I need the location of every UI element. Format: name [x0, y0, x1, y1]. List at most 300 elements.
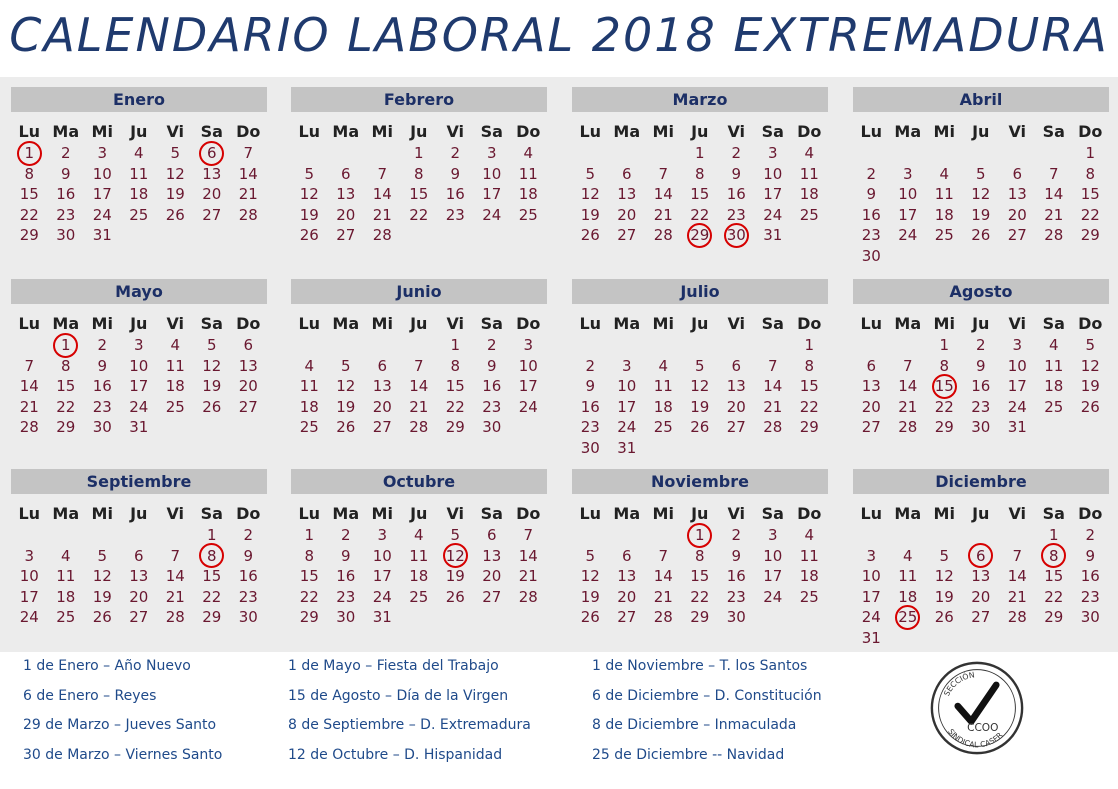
day-cell: 24	[518, 397, 538, 416]
weekday-label: Do	[1078, 314, 1103, 333]
day-cell: 24	[861, 608, 881, 626]
empty-cell	[157, 225, 194, 246]
day-cell: 9	[60, 164, 71, 183]
day-cell: 4	[902, 546, 913, 565]
day-cell: 19	[445, 567, 465, 585]
day-cell: 17	[861, 587, 881, 606]
day-cell: 26	[299, 226, 319, 244]
logo-center-text: CCOO	[967, 722, 999, 735]
weekday-label: Lu	[860, 314, 883, 333]
weekday-label: Vi	[1008, 504, 1027, 523]
checkmark-icon	[958, 685, 996, 721]
day-cell: 14	[1044, 185, 1064, 203]
day-cell: 31	[763, 226, 783, 244]
week-row	[572, 164, 828, 185]
weekday-header-row	[572, 314, 828, 335]
day-cell: 2	[486, 336, 497, 354]
day-cell: 9	[450, 164, 461, 183]
empty-cell	[853, 143, 890, 164]
holiday-item: 30 de Marzo – Viernes Santo	[23, 746, 223, 763]
day-cell: 20	[202, 185, 222, 203]
weekday-header-row	[11, 314, 267, 335]
day-cell: 4	[1048, 336, 1059, 354]
day-cell: 10	[92, 164, 112, 183]
day-cell: 24	[129, 397, 149, 416]
weekday-header-row	[291, 314, 547, 335]
day-cell: 28	[238, 205, 258, 224]
day-cell: 28	[518, 587, 538, 606]
day-cell: 31	[861, 628, 881, 647]
week-row	[853, 607, 1109, 628]
day-cell: 5	[975, 164, 986, 183]
weekday-label: Ju	[130, 504, 148, 523]
day-cell: 31	[617, 438, 637, 457]
day-cell: 4	[658, 356, 669, 375]
day-cell: 28	[1044, 226, 1064, 244]
week-row	[11, 143, 267, 164]
empty-cell	[963, 246, 1000, 267]
month-enero	[11, 87, 267, 246]
day-cell: 11	[129, 164, 149, 183]
weekday-header-row	[853, 504, 1109, 525]
day-cell: 14	[653, 185, 673, 203]
month-header: Septiembre	[11, 469, 267, 494]
empty-cell	[121, 525, 158, 546]
day-cell: 23	[238, 587, 258, 606]
day-cell: 17	[617, 397, 637, 416]
day-cell: 27	[971, 608, 991, 626]
day-cell: 3	[133, 336, 144, 354]
day-cell: 1	[804, 336, 815, 354]
weekday-label: Ma	[613, 122, 641, 141]
weekday-label: Mi	[652, 122, 674, 141]
week-row	[11, 164, 267, 185]
weekday-label: Ju	[410, 504, 428, 523]
empty-cell	[194, 417, 231, 438]
week-row	[572, 546, 828, 567]
day-cell: 31	[1007, 418, 1027, 436]
day-cell: 12	[580, 567, 600, 585]
week-row	[853, 143, 1109, 164]
day-cell: 7	[377, 164, 388, 183]
day-cell: 8	[694, 546, 705, 565]
empty-cell	[791, 438, 828, 459]
weekday-label: Mi	[652, 314, 674, 333]
weekday-label: Vi	[727, 122, 746, 141]
holiday-day: 1	[682, 525, 719, 546]
week-row	[572, 397, 828, 418]
day-cell: 22	[1080, 205, 1100, 224]
day-cell: 23	[1080, 587, 1100, 606]
day-cell: 10	[617, 377, 637, 395]
day-cell: 11	[653, 377, 673, 395]
week-row	[853, 164, 1109, 185]
empty-cell	[364, 143, 401, 164]
union-logo	[929, 660, 1025, 756]
day-cell: 8	[450, 356, 461, 375]
day-cell: 16	[1080, 567, 1100, 585]
empty-cell	[999, 143, 1036, 164]
day-cell: 6	[243, 336, 254, 354]
week-row	[11, 525, 267, 546]
day-cell: 23	[861, 226, 881, 244]
day-cell: 21	[518, 567, 538, 585]
month-octubre	[291, 469, 547, 628]
day-cell: 29	[1080, 226, 1100, 244]
day-cell: 23	[971, 397, 991, 416]
day-cell: 17	[518, 377, 538, 395]
day-cell: 3	[866, 546, 877, 565]
day-cell: 22	[202, 587, 222, 606]
day-cell: 4	[60, 546, 71, 565]
day-cell: 23	[56, 205, 76, 224]
month-header: Diciembre	[853, 469, 1109, 494]
week-row	[291, 417, 547, 438]
day-cell: 5	[170, 144, 181, 162]
month-diciembre	[853, 469, 1109, 648]
weekday-label: Sa	[1042, 504, 1065, 523]
day-cell: 24	[372, 587, 392, 606]
day-cell: 4	[304, 356, 315, 375]
day-cell: 28	[653, 226, 673, 244]
day-cell: 1	[413, 144, 424, 162]
empty-cell	[328, 143, 365, 164]
day-cell: 23	[726, 587, 746, 606]
empty-cell	[645, 143, 682, 164]
weekday-label: Lu	[18, 504, 41, 523]
day-cell: 17	[763, 185, 783, 203]
month-header: Octubre	[291, 469, 547, 494]
weekday-label: Ju	[691, 504, 709, 523]
week-row	[11, 335, 267, 356]
week-row	[572, 225, 828, 246]
day-cell: 20	[1007, 205, 1027, 224]
weekday-label: Vi	[166, 504, 185, 523]
empty-cell	[890, 335, 927, 356]
day-cell: 21	[372, 205, 392, 224]
week-row	[291, 525, 547, 546]
weekday-label: Lu	[860, 122, 883, 141]
empty-cell	[890, 246, 927, 267]
empty-cell	[609, 335, 646, 356]
page-title: CALENDARIO LABORAL 2018 EXTREMADURA	[9, 8, 1109, 62]
day-cell: 5	[1085, 336, 1096, 354]
week-row	[572, 376, 828, 397]
day-cell: 28	[1007, 608, 1027, 626]
day-cell: 15	[1044, 567, 1064, 585]
empty-cell	[890, 628, 927, 649]
day-cell: 18	[518, 185, 538, 203]
day-cell: 2	[975, 336, 986, 354]
weekday-label: Ma	[52, 314, 80, 333]
day-cell: 20	[482, 567, 502, 585]
day-cell: 22	[19, 205, 39, 224]
empty-cell	[1072, 417, 1109, 438]
day-cell: 29	[799, 418, 819, 436]
day-cell: 5	[585, 164, 596, 183]
day-cell: 14	[1007, 567, 1027, 585]
weekday-label: Vi	[446, 314, 465, 333]
day-cell: 19	[690, 397, 710, 416]
empty-cell	[963, 143, 1000, 164]
empty-cell	[194, 225, 231, 246]
weekday-label: Vi	[166, 122, 185, 141]
day-cell: 27	[336, 226, 356, 244]
month-marzo	[572, 87, 828, 246]
day-cell: 17	[372, 567, 392, 585]
weekday-label: Ju	[410, 122, 428, 141]
empty-cell	[510, 417, 547, 438]
day-cell: 4	[413, 526, 424, 544]
week-row	[572, 438, 828, 459]
month-agosto	[853, 279, 1109, 438]
day-cell: 24	[617, 418, 637, 436]
weekday-label: Ma	[332, 122, 360, 141]
empty-cell	[401, 225, 438, 246]
weekday-label: Lu	[298, 314, 321, 333]
weekday-label: Ju	[691, 314, 709, 333]
day-cell: 20	[861, 397, 881, 416]
empty-cell	[853, 335, 890, 356]
day-cell: 9	[731, 164, 742, 183]
empty-cell	[291, 143, 328, 164]
day-cell: 15	[445, 377, 465, 395]
holiday-day: 25	[890, 607, 927, 628]
day-cell: 9	[97, 356, 108, 375]
weekday-label: Ma	[613, 504, 641, 523]
empty-cell	[1072, 628, 1109, 649]
day-cell: 29	[934, 418, 954, 436]
week-row	[11, 205, 267, 226]
day-cell: 25	[518, 205, 538, 224]
day-cell: 16	[92, 377, 112, 395]
day-cell: 27	[1007, 226, 1027, 244]
day-cell: 25	[934, 226, 954, 244]
day-cell: 24	[763, 205, 783, 224]
day-cell: 15	[202, 567, 222, 585]
empty-cell	[401, 607, 438, 628]
empty-cell	[437, 607, 474, 628]
empty-cell	[755, 607, 792, 628]
month-header: Agosto	[853, 279, 1109, 304]
day-cell: 11	[799, 546, 819, 565]
day-cell: 9	[866, 185, 877, 203]
day-cell: 30	[861, 246, 881, 265]
holiday-day: 15	[926, 376, 963, 397]
weekday-label: Ma	[894, 504, 922, 523]
day-cell: 10	[763, 164, 783, 183]
weekday-label: Mi	[371, 122, 393, 141]
day-cell: 28	[372, 226, 392, 244]
day-cell: 14	[372, 185, 392, 203]
day-cell: 7	[170, 546, 181, 565]
day-cell: 12	[971, 185, 991, 203]
day-cell: 3	[767, 526, 778, 544]
day-cell: 23	[726, 205, 746, 224]
week-row	[11, 225, 267, 246]
day-cell: 20	[336, 205, 356, 224]
day-cell: 19	[299, 205, 319, 224]
day-cell: 6	[133, 546, 144, 565]
week-row	[291, 143, 547, 164]
weekday-label: Sa	[1042, 122, 1065, 141]
weekday-label: Lu	[579, 504, 602, 523]
day-cell: 7	[902, 356, 913, 375]
day-cell: 27	[861, 418, 881, 436]
week-row	[291, 607, 547, 628]
day-cell: 22	[934, 397, 954, 416]
holiday-day: 1	[11, 143, 48, 164]
week-row	[291, 335, 547, 356]
day-cell: 14	[653, 567, 673, 585]
weekday-label: Mi	[91, 504, 113, 523]
day-cell: 1	[1085, 144, 1096, 162]
day-cell: 13	[1007, 185, 1027, 203]
empty-cell	[1036, 246, 1073, 267]
day-cell: 13	[617, 567, 637, 585]
day-cell: 11	[409, 546, 429, 565]
week-row	[291, 566, 547, 587]
day-cell: 13	[617, 185, 637, 203]
day-cell: 27	[617, 608, 637, 626]
day-cell: 25	[56, 608, 76, 626]
empty-cell	[510, 607, 547, 628]
day-cell: 31	[372, 608, 392, 626]
day-cell: 29	[299, 608, 319, 626]
weekday-label: Mi	[933, 504, 955, 523]
weekday-label: Ju	[972, 504, 990, 523]
empty-cell	[926, 246, 963, 267]
weekday-label: Sa	[200, 504, 223, 523]
day-cell: 19	[971, 205, 991, 224]
day-cell: 15	[19, 185, 39, 203]
day-cell: 1	[939, 336, 950, 354]
month-junio	[291, 279, 547, 438]
weekday-label: Lu	[298, 122, 321, 141]
day-cell: 26	[202, 397, 222, 416]
month-julio	[572, 279, 828, 458]
week-row	[11, 356, 267, 377]
empty-cell	[572, 143, 609, 164]
day-cell: 21	[1007, 587, 1027, 606]
week-row	[853, 184, 1109, 205]
empty-cell	[291, 335, 328, 356]
day-cell: 17	[129, 377, 149, 395]
empty-cell	[853, 525, 890, 546]
weekday-label: Sa	[761, 314, 784, 333]
empty-cell	[11, 525, 48, 546]
day-cell: 19	[580, 587, 600, 606]
day-cell: 30	[1080, 608, 1100, 626]
empty-cell	[609, 525, 646, 546]
day-cell: 27	[372, 418, 392, 436]
weekday-label: Mi	[371, 504, 393, 523]
week-row	[291, 587, 547, 608]
day-cell: 7	[24, 356, 35, 375]
day-cell: 19	[165, 185, 185, 203]
day-cell: 13	[861, 377, 881, 395]
weekday-label: Ma	[52, 504, 80, 523]
day-cell: 16	[726, 567, 746, 585]
day-cell: 15	[409, 185, 429, 203]
week-row	[572, 417, 828, 438]
day-cell: 16	[482, 377, 502, 395]
day-cell: 12	[92, 567, 112, 585]
day-cell: 16	[445, 185, 465, 203]
week-row	[853, 397, 1109, 418]
empty-cell	[926, 525, 963, 546]
day-cell: 17	[763, 567, 783, 585]
day-cell: 9	[486, 356, 497, 375]
day-cell: 7	[658, 546, 669, 565]
day-cell: 6	[340, 164, 351, 183]
weekday-label: Lu	[18, 314, 41, 333]
day-cell: 17	[898, 205, 918, 224]
day-cell: 15	[299, 567, 319, 585]
day-cell: 8	[804, 356, 815, 375]
empty-cell	[890, 143, 927, 164]
day-cell: 28	[165, 608, 185, 626]
holiday-day: 6	[963, 546, 1000, 567]
day-cell: 20	[238, 377, 258, 395]
week-row	[291, 376, 547, 397]
logo-bottom-text: SINDICAL CASER	[946, 727, 1005, 750]
week-row	[853, 356, 1109, 377]
day-cell: 22	[690, 205, 710, 224]
week-row	[572, 566, 828, 587]
empty-cell	[84, 525, 121, 546]
day-cell: 3	[902, 164, 913, 183]
empty-cell	[230, 225, 267, 246]
day-cell: 11	[165, 356, 185, 375]
holiday-item: 6 de Enero – Reyes	[23, 687, 157, 704]
day-cell: 4	[133, 144, 144, 162]
day-cell: 29	[1044, 608, 1064, 626]
empty-cell	[755, 335, 792, 356]
day-cell: 23	[445, 205, 465, 224]
day-cell: 9	[731, 546, 742, 565]
day-cell: 31	[129, 418, 149, 436]
week-row	[291, 184, 547, 205]
day-cell: 11	[518, 164, 538, 183]
holiday-day: 6	[194, 143, 231, 164]
week-row	[853, 225, 1109, 246]
day-cell: 13	[129, 567, 149, 585]
empty-cell	[1072, 246, 1109, 267]
weekday-label: Mi	[91, 314, 113, 333]
month-febrero	[291, 87, 547, 246]
day-cell: 16	[726, 185, 746, 203]
day-cell: 18	[653, 397, 673, 416]
day-cell: 27	[202, 205, 222, 224]
day-cell: 30	[238, 608, 258, 626]
empty-cell	[999, 525, 1036, 546]
day-cell: 22	[690, 587, 710, 606]
day-cell: 27	[238, 397, 258, 416]
empty-cell	[682, 438, 719, 459]
weekday-label: Sa	[200, 122, 223, 141]
day-cell: 26	[934, 608, 954, 626]
day-cell: 10	[518, 356, 538, 375]
holiday-day: 12	[437, 546, 474, 567]
day-cell: 23	[482, 397, 502, 416]
week-row	[853, 246, 1109, 267]
day-cell: 13	[372, 377, 392, 395]
week-row	[11, 184, 267, 205]
day-cell: 1	[694, 144, 705, 162]
weekday-label: Ju	[130, 314, 148, 333]
day-cell: 14	[165, 567, 185, 585]
